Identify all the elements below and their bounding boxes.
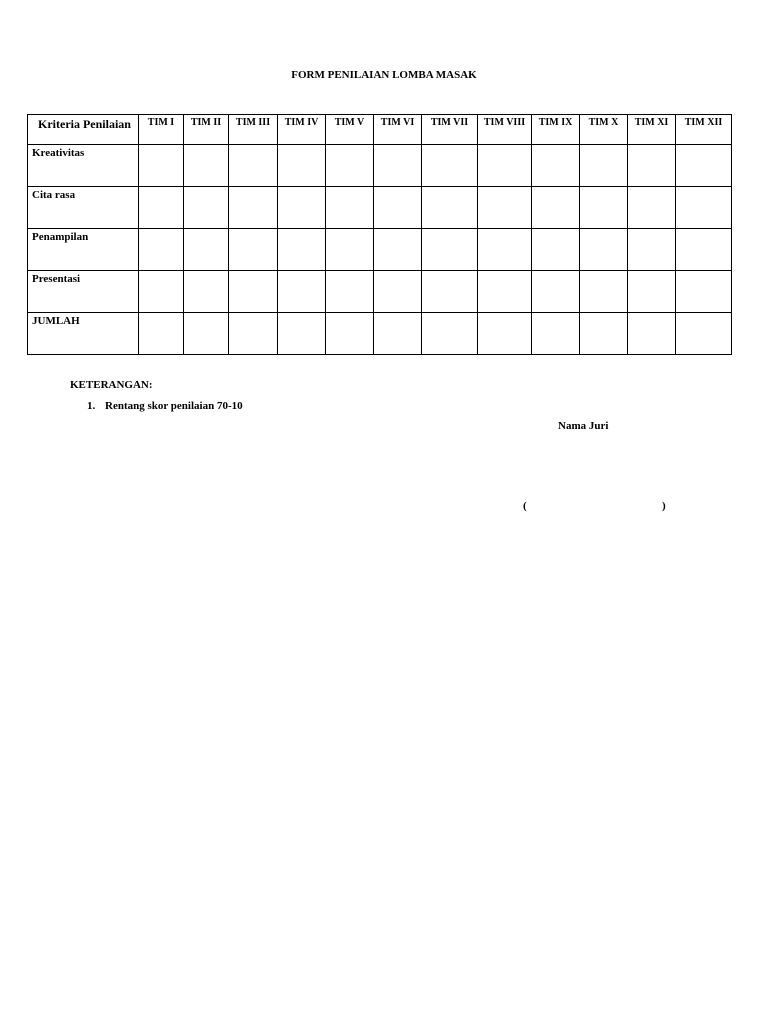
score-cell xyxy=(628,271,676,313)
team-header: TIM III xyxy=(229,115,278,145)
score-cell xyxy=(184,187,229,229)
score-cell xyxy=(139,187,184,229)
score-cell xyxy=(628,145,676,187)
score-cell xyxy=(580,145,628,187)
score-cell xyxy=(676,187,732,229)
score-cell xyxy=(580,187,628,229)
score-cell xyxy=(628,313,676,355)
score-cell xyxy=(326,271,374,313)
score-cell xyxy=(676,229,732,271)
score-cell xyxy=(580,313,628,355)
criteria-label: Presentasi xyxy=(28,271,139,313)
score-cell xyxy=(478,145,532,187)
form-title: FORM PENILAIAN LOMBA MASAK xyxy=(291,69,477,81)
score-cell xyxy=(278,229,326,271)
criteria-row xyxy=(28,229,732,271)
score-cell xyxy=(278,313,326,355)
score-cell xyxy=(580,271,628,313)
score-cell xyxy=(478,229,532,271)
signature-close-paren: ) xyxy=(662,500,666,512)
score-cell xyxy=(532,187,580,229)
criteria-label: Kreativitas xyxy=(28,145,139,187)
score-cell xyxy=(184,229,229,271)
note-number: 1. xyxy=(87,400,96,412)
score-cell xyxy=(374,187,422,229)
header-row xyxy=(28,115,732,145)
score-cell xyxy=(326,229,374,271)
criteria-row xyxy=(28,271,732,313)
score-cell xyxy=(478,313,532,355)
score-cell xyxy=(184,313,229,355)
scoring-table xyxy=(27,114,732,355)
criteria-header: Kriteria Penilaian xyxy=(28,115,139,145)
team-header: TIM IV xyxy=(278,115,326,145)
score-cell xyxy=(184,271,229,313)
score-cell xyxy=(326,145,374,187)
team-header: TIM XII xyxy=(676,115,732,145)
team-header: TIM V xyxy=(326,115,374,145)
score-cell xyxy=(229,187,278,229)
score-cell xyxy=(139,313,184,355)
score-cell xyxy=(422,187,478,229)
score-cell xyxy=(374,229,422,271)
score-cell xyxy=(278,145,326,187)
score-cell xyxy=(532,229,580,271)
criteria-label: Cita rasa xyxy=(28,187,139,229)
score-cell xyxy=(422,313,478,355)
score-cell xyxy=(278,271,326,313)
score-cell xyxy=(532,145,580,187)
score-cell xyxy=(229,145,278,187)
score-cell xyxy=(278,187,326,229)
score-cell xyxy=(229,313,278,355)
team-header: TIM VIII xyxy=(478,115,532,145)
team-header: TIM X xyxy=(580,115,628,145)
team-header: TIM VI xyxy=(374,115,422,145)
score-cell xyxy=(139,229,184,271)
notes-title: KETERANGAN: xyxy=(70,379,153,391)
notes-list xyxy=(87,400,243,412)
judge-name-label: Nama Juri xyxy=(558,420,609,432)
score-cell xyxy=(532,313,580,355)
criteria-label: JUMLAH xyxy=(28,313,139,355)
score-cell xyxy=(478,187,532,229)
team-header: TIM II xyxy=(184,115,229,145)
score-cell xyxy=(422,229,478,271)
score-cell xyxy=(676,145,732,187)
criteria-row xyxy=(28,187,732,229)
score-cell xyxy=(628,229,676,271)
score-cell xyxy=(326,187,374,229)
score-cell xyxy=(374,145,422,187)
team-header: TIM XI xyxy=(628,115,676,145)
score-cell xyxy=(139,145,184,187)
note-item xyxy=(87,400,243,412)
criteria-row xyxy=(28,145,732,187)
team-header: TIM I xyxy=(139,115,184,145)
score-cell xyxy=(532,271,580,313)
score-cell xyxy=(478,271,532,313)
team-header: TIM IX xyxy=(532,115,580,145)
score-cell xyxy=(374,271,422,313)
note-text: Rentang skor penilaian 70-10 xyxy=(105,400,243,412)
score-cell xyxy=(229,271,278,313)
team-header: TIM VII xyxy=(422,115,478,145)
score-cell xyxy=(229,229,278,271)
score-cell xyxy=(422,145,478,187)
score-cell xyxy=(676,271,732,313)
score-cell xyxy=(326,313,374,355)
score-cell xyxy=(676,313,732,355)
criteria-label: Penampilan xyxy=(28,229,139,271)
score-cell xyxy=(628,187,676,229)
score-cell xyxy=(139,271,184,313)
criteria-row xyxy=(28,313,732,355)
score-cell xyxy=(580,229,628,271)
score-cell xyxy=(422,271,478,313)
score-cell xyxy=(184,145,229,187)
score-cell xyxy=(374,313,422,355)
signature-open-paren: ( xyxy=(523,500,527,512)
